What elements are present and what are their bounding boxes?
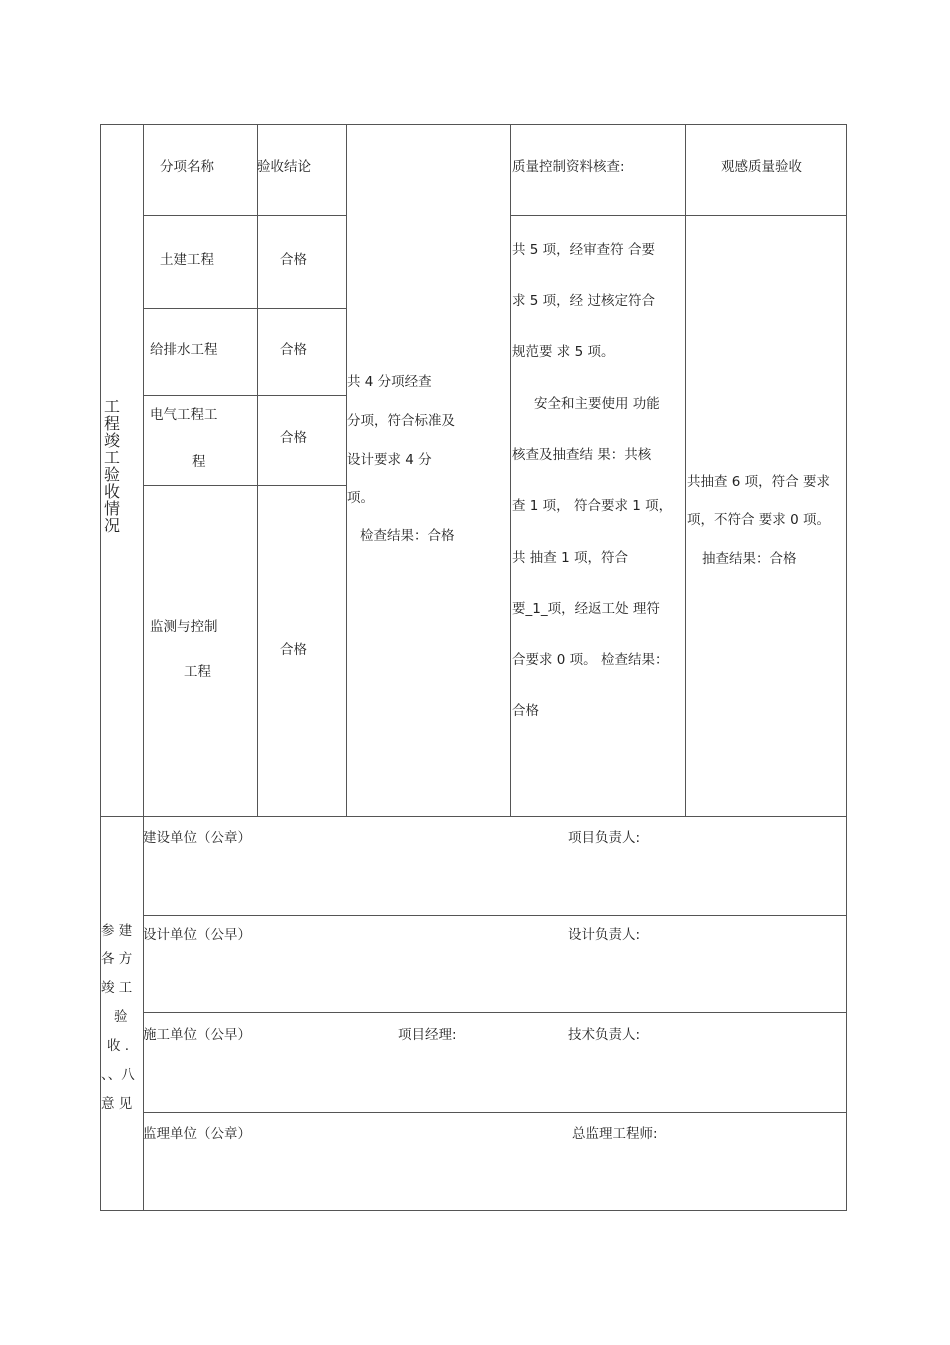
row-divider: [143, 308, 346, 309]
subitem-summary-line: 分项，符合标准及: [347, 413, 455, 429]
quality-summary-line: 要_1_项，经返工处 理符: [512, 601, 660, 617]
row-divider: [143, 485, 346, 486]
row-divider: [143, 395, 346, 396]
subitem-name-cont: 工程: [184, 664, 211, 680]
row-divider: [510, 215, 847, 216]
quality-summary-line: 核查及抽查结 果：共核: [512, 447, 652, 463]
row-divider: [143, 215, 346, 216]
subitem-result: 合格: [280, 252, 307, 268]
title-column-divider: [143, 124, 144, 1211]
participants-title-line: 参 建: [101, 923, 133, 939]
quality-summary-line: 求 5 项，经 过核定符合: [512, 293, 655, 309]
table-bottom-border: [100, 1210, 847, 1211]
section-divider: [100, 816, 847, 817]
participants-title-line: 意 见: [101, 1096, 133, 1112]
design-unit-seal: 设计单位（公早）: [143, 927, 251, 943]
construction-unit-seal: 建设单位（公章）: [143, 830, 251, 846]
participants-title-line: 验: [114, 1009, 128, 1025]
table-left-border: [100, 124, 101, 1211]
design-leader-signature: 设计负责人:: [568, 927, 641, 943]
completion-acceptance-title: 工 程 竣 工 验 收 情 况: [103, 397, 120, 535]
subitem-name-cont: 程: [192, 454, 206, 470]
table-right-border: [846, 124, 847, 1211]
appearance-check-result: 抽查结果：合格: [702, 551, 797, 567]
quality-summary-line: 合要求 0 项。 检查结果：: [512, 652, 669, 668]
subitem-name: 电气工程工: [150, 407, 218, 423]
table-top-border: [100, 124, 847, 125]
subitem-result: 合格: [280, 642, 307, 658]
chief-supervisor-signature: 总监理工程师:: [572, 1126, 658, 1142]
name-column-divider: [257, 124, 258, 816]
signature-row-divider: [143, 1112, 847, 1113]
subitem-name: 给排水工程: [150, 342, 218, 358]
participants-title-line: 、、八: [101, 1067, 135, 1083]
subitem-summary-line: 共 4 分项经查: [347, 374, 432, 390]
subitem-summary-line: 设计要求 4 分: [347, 452, 432, 468]
appearance-quality-header: 观感质量验收: [721, 159, 802, 175]
quality-column-divider: [685, 124, 686, 816]
subitem-name: 土建工程: [160, 252, 214, 268]
signature-row-divider: [143, 1012, 847, 1013]
subitem-result: 合格: [280, 430, 307, 446]
appearance-summary-line: 项，不符合 要求 0 项。: [687, 512, 830, 528]
participants-title-line: 各 方: [101, 951, 133, 967]
subitem-summary-line: 项。: [347, 490, 374, 506]
subitem-name-header: 分项名称: [160, 159, 214, 175]
conclusion-header: 验收结论: [257, 159, 311, 175]
signature-row-divider: [143, 915, 847, 916]
subitem-check-result: 检查结果：合格: [360, 528, 455, 544]
quality-summary-line: 查 1 项， 符合要求 1 项，: [512, 498, 673, 514]
contractor-unit-seal: 施工单位（公早）: [143, 1027, 251, 1043]
summary-column-divider: [510, 124, 511, 816]
quality-summary-line: 共 5 项，经审查符 合要: [512, 242, 655, 258]
quality-summary-line: 安全和主要使用 功能: [534, 396, 660, 412]
supervision-unit-seal: 监理单位（公章）: [143, 1126, 251, 1142]
project-leader-signature: 项目负责人:: [568, 830, 641, 846]
quality-summary-line: 合格: [512, 703, 539, 719]
result-column-divider: [346, 124, 347, 816]
quality-summary-line: 共 抽查 1 项，符合: [512, 550, 628, 566]
participants-title-line: 收 .: [107, 1038, 130, 1054]
quality-data-header: 质量控制资料核查:: [512, 159, 625, 175]
subitem-result: 合格: [280, 342, 307, 358]
technical-leader-signature: 技术负责人:: [568, 1027, 641, 1043]
appearance-summary-line: 共抽查 6 项，符合 要求: [687, 474, 830, 490]
subitem-name: 监测与控制: [150, 619, 218, 635]
quality-summary-line: 规范要 求 5 项。: [512, 344, 615, 360]
project-manager-signature: 项目经理:: [398, 1027, 457, 1043]
participants-title-line: 竣 工: [101, 980, 133, 996]
